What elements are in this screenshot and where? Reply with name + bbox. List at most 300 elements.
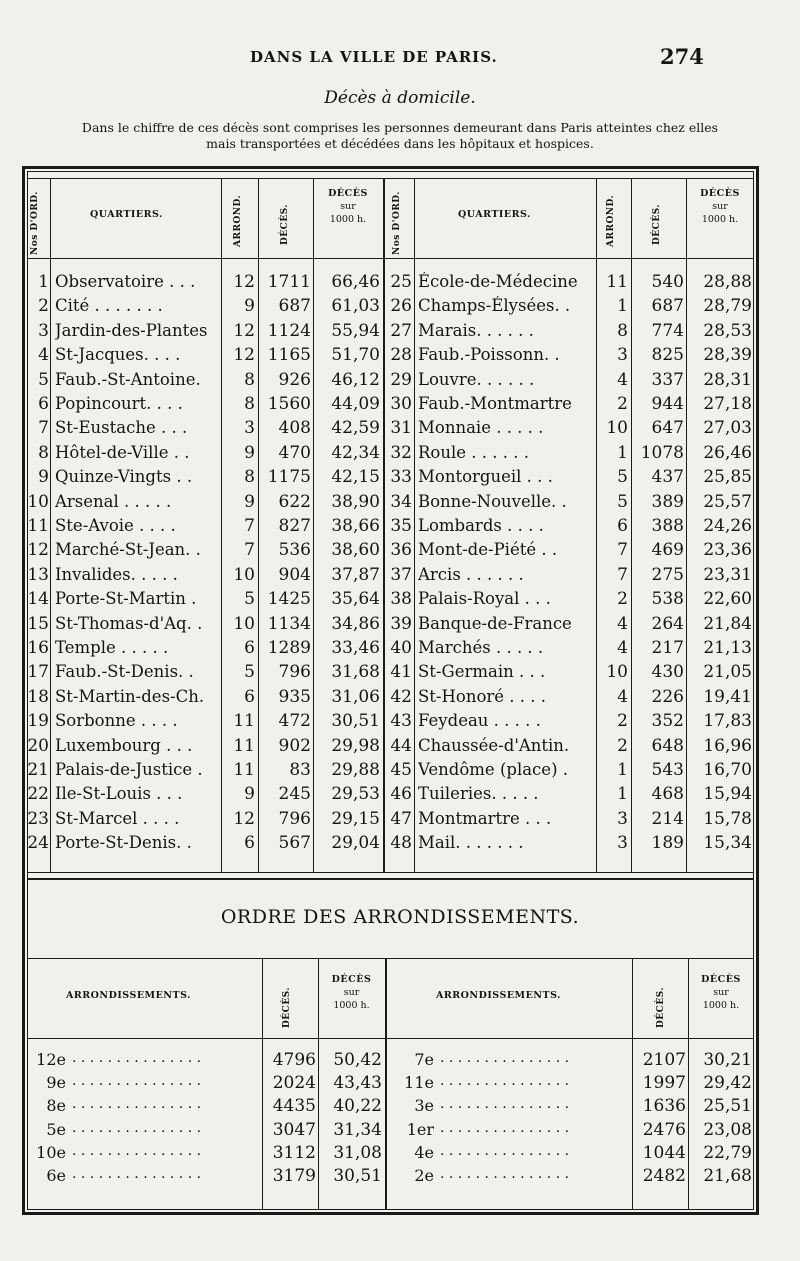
- deaths-count: 935: [278, 686, 311, 707]
- quartier-name: St-Eustache . . .: [55, 418, 188, 438]
- quartier-name: Marais. . . . . .: [418, 320, 534, 340]
- deaths-count: 3179: [272, 1166, 316, 1186]
- arrondissement-label: 10e: [36, 1142, 66, 1162]
- death-rate: 29,98: [331, 735, 380, 756]
- death-rate: 38,60: [331, 540, 380, 561]
- death-rate: 29,15: [331, 808, 380, 829]
- deaths-count: 1124: [267, 320, 311, 341]
- row-number: 9: [38, 467, 49, 488]
- quartier-name: Hôtel-de-Ville . .: [55, 442, 190, 462]
- header-ord-right: Nos D'ORD.: [392, 191, 402, 255]
- table-row: [0, 321, 800, 344]
- death-rate: 50,42: [333, 1050, 382, 1070]
- arrondissement-number: 8: [244, 467, 255, 488]
- deaths-count: 687: [278, 296, 311, 317]
- death-rate: 22,60: [703, 589, 752, 610]
- leader-dots: . . . . . . . . . . . . . . .: [440, 1096, 570, 1113]
- quartier-name: Porte-St-Denis. .: [55, 833, 192, 853]
- death-rate: 37,87: [331, 564, 380, 585]
- death-rate: 31,34: [333, 1119, 382, 1140]
- death-rate: 55,94: [331, 320, 380, 341]
- quartier-name: Ste-Avoie . . . .: [55, 516, 176, 535]
- arrondissement-number: 4: [617, 638, 628, 658]
- table-row: [0, 296, 800, 319]
- death-rate: 21,13: [703, 638, 752, 658]
- header-rule: [27, 258, 754, 259]
- leader-dots: . . . . . . . . . . . . . . .: [440, 1166, 570, 1182]
- arrondissement-label: 2e: [414, 1166, 434, 1185]
- row-number: 36: [390, 540, 412, 561]
- quartier-name: Sorbonne . . . .: [55, 711, 178, 731]
- row-number: 31: [390, 418, 412, 439]
- quartier-name: Monnaie . . . . .: [418, 418, 544, 438]
- death-rate: 29,53: [331, 784, 380, 805]
- row-number: 12: [27, 540, 49, 561]
- quartier-name: Lombards . . . .: [418, 516, 544, 535]
- deaths-count: 2476: [642, 1119, 686, 1140]
- quartier-name: Chaussée-d'Antin.: [418, 735, 570, 755]
- arrondissement-number: 10: [606, 418, 628, 439]
- death-rate: 23,31: [703, 564, 752, 585]
- header-quartiers-left: QUARTIERS.: [90, 209, 163, 220]
- table-row: [0, 809, 800, 832]
- arrondissement-number: 5: [244, 662, 255, 683]
- arrondissement-number: 7: [244, 540, 255, 561]
- row-number: 33: [390, 467, 412, 488]
- table-row: [0, 394, 800, 417]
- quartier-name: Mail. . . . . . .: [418, 833, 524, 853]
- death-rate: 35,64: [331, 589, 380, 610]
- table-row: [0, 687, 800, 710]
- table-row: [0, 1143, 800, 1166]
- death-rate: 38,66: [331, 516, 380, 536]
- arrondissement-label: 5e: [46, 1119, 66, 1139]
- death-rate: 23,36: [703, 540, 752, 561]
- quartier-name: Tuileries. . . . .: [418, 784, 539, 804]
- death-rate: 16,70: [703, 760, 752, 780]
- table-row: [0, 1050, 800, 1073]
- death-rate: 15,94: [703, 784, 752, 805]
- arrondissement-number: 5: [617, 467, 628, 488]
- death-rate: 27,18: [703, 394, 752, 414]
- quartier-name: St-Marcel . . . .: [55, 808, 180, 828]
- death-rate: 25,51: [703, 1096, 752, 1117]
- deaths-count: 1044: [642, 1142, 686, 1163]
- deaths-count: 1289: [267, 638, 311, 658]
- quartier-name: Porte-St-Martin .: [55, 589, 197, 609]
- deaths-count: 245: [278, 784, 311, 805]
- arrondissement-number: 4: [617, 686, 628, 707]
- deaths-count: 536: [278, 540, 311, 561]
- arrondissement-number: 8: [244, 394, 255, 414]
- table-row: [0, 833, 800, 856]
- note-line-1: Dans le chiffre de ces décès sont comprises les personnes demeurant dans Paris atteintes chez elles: [81, 120, 719, 135]
- table-row: [0, 370, 800, 393]
- death-rate: 42,15: [331, 467, 380, 488]
- death-rate: 29,04: [331, 833, 380, 854]
- death-rate: 31,68: [331, 662, 380, 683]
- table-row: [0, 662, 800, 685]
- deaths-count: 469: [651, 540, 684, 561]
- death-rate: 27,03: [703, 418, 752, 439]
- deaths-count: 1560: [267, 394, 311, 414]
- row-number: 15: [27, 613, 49, 634]
- row-number: 27: [390, 320, 412, 341]
- death-rate: 28,31: [703, 369, 752, 390]
- quartier-name: Popincourt. . . .: [55, 394, 183, 413]
- arrondissement-number: 5: [617, 491, 628, 512]
- row-number: 19: [27, 711, 49, 732]
- death-rate: 29,42: [703, 1073, 752, 1094]
- quartier-name: Mont-de-Piété . .: [418, 540, 558, 560]
- quartier-name: Luxembourg . . .: [55, 735, 193, 755]
- arr-header-rate-right: DÉCÈS sur 1000 h.: [701, 974, 741, 1011]
- deaths-count: 468: [651, 784, 684, 805]
- row-number: 46: [390, 784, 412, 805]
- arrondissement-number: 11: [233, 735, 255, 756]
- row-number: 6: [38, 394, 49, 414]
- arrondissement-number: 1: [617, 442, 628, 463]
- arrondissement-number: 2: [617, 711, 628, 732]
- table-row: [0, 516, 800, 539]
- arrondissement-number: 9: [244, 491, 255, 512]
- deaths-count: 1636: [642, 1096, 686, 1117]
- arrondissement-label: 8e: [46, 1096, 66, 1116]
- arrondissement-number: 6: [244, 638, 255, 658]
- quartier-name: St-Jacques. . . .: [55, 345, 181, 365]
- arrondissement-number: 12: [233, 272, 255, 292]
- death-rate: 25,57: [703, 491, 752, 512]
- death-rate: 16,96: [703, 735, 752, 756]
- deaths-count: 543: [651, 760, 684, 780]
- row-number: 3: [38, 320, 49, 341]
- deaths-count: 83: [289, 760, 311, 780]
- deaths-count: 827: [278, 516, 311, 536]
- arrondissement-number: 11: [606, 272, 628, 292]
- row-number: 47: [390, 808, 412, 829]
- header-quartiers-right: QUARTIERS.: [458, 209, 531, 220]
- deaths-count: 2482: [642, 1166, 686, 1186]
- leader-dots: . . . . . . . . . . . . . . .: [440, 1119, 570, 1136]
- row-number: 24: [27, 833, 49, 854]
- arrondissement-number: 4: [617, 613, 628, 634]
- arrondissement-number: 6: [244, 833, 255, 854]
- deaths-count: 944: [651, 394, 684, 414]
- row-number: 45: [390, 760, 412, 780]
- deaths-count: 4796: [272, 1050, 316, 1070]
- quartier-name: Quinze-Vingts . .: [55, 467, 193, 487]
- header-deces-left: DÉCÈS.: [280, 204, 290, 245]
- deaths-count: 214: [651, 808, 684, 829]
- table-row: [0, 1166, 800, 1189]
- deaths-count: 189: [651, 833, 684, 854]
- row-number: 14: [27, 589, 49, 610]
- row-number: 5: [38, 369, 49, 390]
- quartier-name: St-Thomas-d'Aq. .: [55, 613, 203, 633]
- deaths-count: 264: [651, 613, 684, 634]
- death-rate: 25,85: [703, 467, 752, 488]
- header-ord-left: Nos D'ORD.: [30, 191, 40, 255]
- death-rate: 66,46: [331, 272, 380, 292]
- quartier-name: Vendôme (place) .: [418, 760, 568, 779]
- quartier-name: Bonne-Nouvelle. .: [418, 491, 567, 511]
- deaths-count: 926: [278, 369, 311, 390]
- arrondissement-number: 10: [233, 564, 255, 585]
- death-rate: 38,90: [331, 491, 380, 512]
- row-number: 13: [27, 564, 49, 585]
- deaths-count: 470: [278, 442, 311, 463]
- deaths-count: 337: [651, 369, 684, 390]
- death-rate: 34,86: [331, 613, 380, 634]
- deaths-count: 1134: [267, 613, 311, 634]
- row-number: 4: [38, 345, 49, 366]
- row-number: 10: [27, 491, 49, 512]
- table-row: [0, 467, 800, 490]
- death-rate: 21,84: [703, 613, 752, 634]
- section-title: Décès à domicile.: [324, 88, 476, 108]
- deaths-count: 902: [278, 735, 311, 756]
- row-number: 21: [27, 760, 49, 780]
- deaths-count: 796: [278, 808, 311, 829]
- deaths-count: 1165: [267, 345, 311, 366]
- deaths-count: 567: [278, 833, 311, 854]
- leader-dots: . . . . . . . . . . . . . . .: [72, 1050, 202, 1066]
- table-row: [0, 418, 800, 441]
- quartier-name: École-de-Médecine: [418, 272, 578, 291]
- deaths-count: 538: [651, 589, 684, 610]
- table-row: [0, 345, 800, 368]
- running-title: DANS LA VILLE DE PARIS.: [250, 48, 498, 66]
- deaths-count: 226: [651, 686, 684, 707]
- arrondissement-number: 8: [617, 320, 628, 341]
- death-rate: 40,22: [333, 1096, 382, 1117]
- death-rate: 29,88: [331, 760, 380, 780]
- arrondissement-number: 11: [233, 711, 255, 732]
- death-rate: 28,39: [703, 345, 752, 366]
- arrondissement-number: 10: [606, 662, 628, 683]
- quartier-name: Faub.-Montmartre: [418, 394, 572, 413]
- quartier-name: Champs-Élysées. .: [418, 296, 571, 316]
- death-rate: 28,79: [703, 296, 752, 317]
- row-number: 18: [27, 686, 49, 707]
- arr-header-deces-left: DÉCÈS.: [282, 987, 292, 1028]
- quartier-name: Louvre. . . . . .: [418, 369, 535, 389]
- quartier-name: Marchés . . . . .: [418, 638, 544, 657]
- row-number: 44: [390, 735, 412, 756]
- arrondissement-number: 2: [617, 735, 628, 756]
- deaths-count: 217: [651, 638, 684, 658]
- leader-dots: . . . . . . . . . . . . . . .: [72, 1073, 202, 1090]
- death-rate: 43,43: [333, 1073, 382, 1094]
- deaths-count: 2107: [642, 1050, 686, 1070]
- quartier-name: St-Germain . . .: [418, 662, 546, 682]
- arrondissement-number: 6: [617, 516, 628, 536]
- deaths-count: 825: [651, 345, 684, 366]
- deaths-count: 904: [278, 564, 311, 585]
- header-arrond-right: ARROND.: [606, 194, 616, 247]
- deaths-count: 472: [278, 711, 311, 732]
- row-number: 37: [390, 564, 412, 585]
- arrondissement-number: 1: [617, 760, 628, 780]
- deaths-count: 3112: [272, 1142, 316, 1163]
- table-row: [0, 736, 800, 759]
- death-rate: 21,05: [703, 662, 752, 683]
- quartier-name: Montorgueil . . .: [418, 467, 553, 487]
- deaths-count: 1425: [267, 589, 311, 610]
- leader-dots: . . . . . . . . . . . . . . .: [72, 1166, 202, 1182]
- table-row: [0, 272, 800, 295]
- arrondissement-number: 2: [617, 589, 628, 610]
- row-number: 22: [27, 784, 49, 805]
- deaths-count: 687: [651, 296, 684, 317]
- row-number: 23: [27, 808, 49, 829]
- arrondissement-number: 1: [617, 784, 628, 805]
- arrondissement-number: 8: [244, 369, 255, 390]
- arrondissement-number: 2: [617, 394, 628, 414]
- arrondissement-label: 4e: [414, 1142, 434, 1162]
- deaths-count: 275: [651, 564, 684, 585]
- deaths-count: 389: [651, 491, 684, 512]
- row-number: 41: [390, 662, 412, 683]
- quartier-name: Cité . . . . . . .: [55, 296, 163, 316]
- quartier-name: Faub.-St-Denis. .: [55, 662, 194, 682]
- deaths-count: 3047: [272, 1119, 316, 1140]
- row-number: 16: [27, 638, 49, 658]
- row-number: 8: [38, 442, 49, 463]
- death-rate: 30,21: [703, 1050, 752, 1070]
- arrondissement-label: 7e: [414, 1050, 434, 1069]
- deaths-count: 430: [651, 662, 684, 683]
- deaths-count: 540: [651, 272, 684, 292]
- death-rate: 28,53: [703, 320, 752, 341]
- table-row: [0, 1120, 800, 1143]
- leader-dots: . . . . . . . . . . . . . . .: [440, 1050, 570, 1066]
- arrondissement-number: 3: [617, 833, 628, 854]
- deaths-count: 2024: [272, 1073, 316, 1094]
- leader-dots: . . . . . . . . . . . . . . .: [72, 1096, 202, 1113]
- arrondissement-number: 12: [233, 345, 255, 366]
- note: [30, 120, 770, 152]
- arrondissement-label: 6e: [46, 1166, 66, 1185]
- row-number: 29: [390, 369, 412, 390]
- quartier-name: St-Martin-des-Ch.: [55, 686, 205, 706]
- arrondissement-label: 1er: [406, 1119, 434, 1139]
- arrondissement-number: 9: [244, 442, 255, 463]
- header-rate-left: DÉCÈS sur 1000 h.: [328, 188, 368, 225]
- arr-header-rate-left: DÉCÈS sur 1000 h.: [331, 974, 372, 1011]
- quartier-name: Palais-de-Justice .: [55, 760, 203, 779]
- quartier-name: Arcis . . . . . .: [418, 564, 524, 584]
- quartier-name: Palais-Royal . . .: [418, 589, 551, 609]
- deaths-count: 4435: [272, 1096, 316, 1117]
- leader-dots: . . . . . . . . . . . . . . .: [72, 1119, 202, 1136]
- row-number: 17: [27, 662, 49, 683]
- table-row: [0, 784, 800, 807]
- death-rate: 23,08: [703, 1119, 752, 1140]
- row-number: 7: [38, 418, 49, 439]
- arr-header-left: ARRONDISSEMENTS.: [66, 990, 191, 1001]
- death-rate: 42,34: [331, 442, 380, 463]
- row-number: 39: [390, 613, 412, 634]
- quartier-name: Marché-St-Jean. .: [55, 540, 201, 560]
- table-row: [0, 760, 800, 783]
- arrondissement-number: 5: [244, 589, 255, 610]
- table-row: [0, 589, 800, 612]
- death-rate: 19,41: [703, 686, 752, 707]
- quartier-name: Montmartre . . .: [418, 808, 552, 828]
- deaths-count: 796: [278, 662, 311, 683]
- row-number: 2: [38, 296, 49, 317]
- quartier-name: St-Honoré . . . .: [418, 686, 547, 706]
- death-rate: 30,51: [331, 711, 380, 732]
- deaths-count: 1175: [267, 467, 311, 488]
- death-rate: 42,59: [331, 418, 380, 439]
- deaths-count: 408: [278, 418, 311, 439]
- quartier-name: Banque-de-France: [418, 613, 572, 633]
- arr-header-right: ARRONDISSEMENTS.: [436, 990, 561, 1001]
- deaths-count: 622: [278, 491, 311, 512]
- row-number: 25: [390, 272, 412, 292]
- row-number: 11: [27, 516, 49, 536]
- note-line-2: mais transportées et décédées dans les hôpitaux et hospices.: [206, 136, 594, 151]
- arrondissement-number: 7: [244, 516, 255, 536]
- table-row: [0, 492, 800, 515]
- death-rate: 31,06: [331, 686, 380, 707]
- deaths-count: 388: [651, 516, 684, 536]
- leader-dots: . . . . . . . . . . . . . . .: [72, 1142, 202, 1159]
- death-rate: 15,34: [703, 833, 752, 854]
- quartier-name: Jardin-des-Plantes: [55, 320, 208, 340]
- quartier-name: Ile-St-Louis . . .: [55, 784, 183, 804]
- quartier-name: Roule . . . . . .: [418, 442, 529, 462]
- row-number: 43: [390, 711, 412, 732]
- death-rate: 44,09: [331, 394, 380, 414]
- deaths-count: 647: [651, 418, 684, 439]
- table-row: [0, 711, 800, 734]
- row-number: 1: [38, 272, 49, 292]
- arrondissement-label: 3e: [414, 1096, 434, 1116]
- death-rate: 46,12: [331, 369, 380, 390]
- deaths-count: 1997: [642, 1073, 686, 1094]
- deaths-count: 1711: [267, 272, 311, 292]
- arrondissement-number: 6: [244, 686, 255, 707]
- death-rate: 15,78: [703, 808, 752, 829]
- table-row: [0, 614, 800, 637]
- arrondissement-number: 7: [617, 540, 628, 561]
- death-rate: 24,26: [703, 516, 752, 536]
- row-number: 20: [27, 735, 49, 756]
- leader-dots: . . . . . . . . . . . . . . .: [440, 1142, 570, 1159]
- arrondissement-number: 1: [617, 296, 628, 317]
- table-row: [0, 1096, 800, 1119]
- row-number: 28: [390, 345, 412, 366]
- death-rate: 51,70: [331, 345, 380, 366]
- death-rate: 33,46: [331, 638, 380, 658]
- death-rate: 61,03: [331, 296, 380, 317]
- quartier-name: Observatoire . . .: [55, 272, 196, 291]
- arrondissement-number: 9: [244, 296, 255, 317]
- quartier-name: Feydeau . . . . .: [418, 711, 541, 731]
- arr-header-deces-right: DÉCÈS.: [656, 987, 666, 1028]
- page-number: 274: [660, 44, 704, 69]
- arrondissement-number: 3: [617, 808, 628, 829]
- arrondissement-number: 11: [233, 760, 255, 780]
- death-rate: 28,88: [703, 272, 752, 292]
- deaths-count: 774: [651, 320, 684, 341]
- deaths-count: 437: [651, 467, 684, 488]
- arrondissement-number: 10: [233, 613, 255, 634]
- arrondissement-number: 7: [617, 564, 628, 585]
